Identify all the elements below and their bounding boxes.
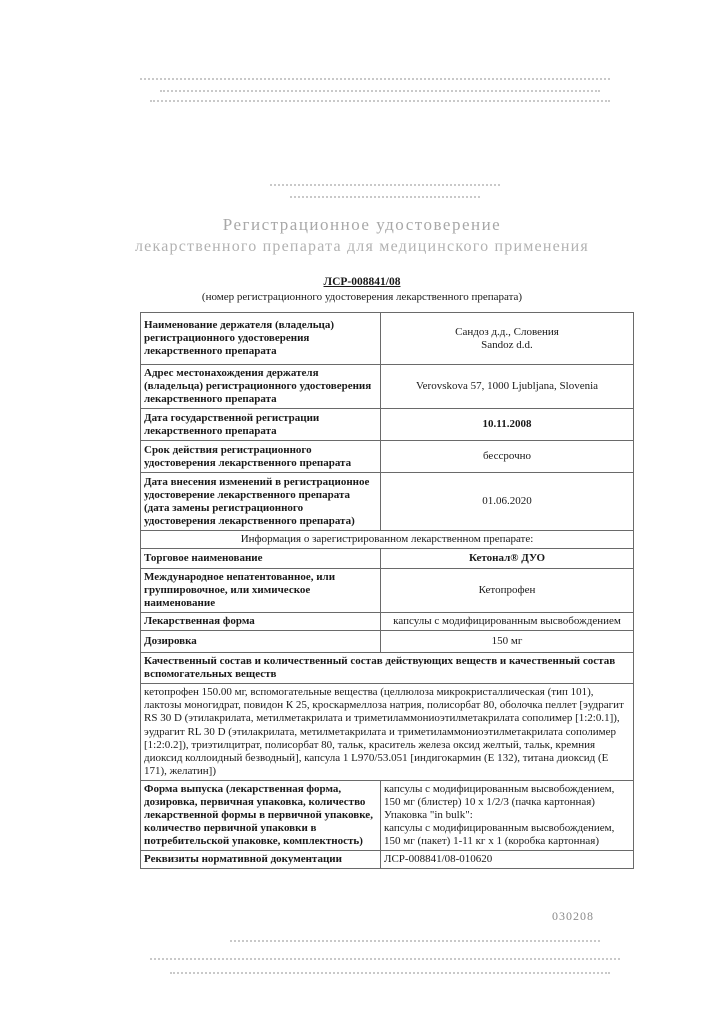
table-row [141, 313, 634, 365]
faded-header-line [160, 90, 600, 94]
release-form-label: Форма выпуска (лекарственная форма, дозировка, первичная упаковка, количество лекарственной формы в первичной упаковке, количество первичной упаковки в потребительской упаковке, комплектность) [141, 781, 381, 851]
table-row [141, 409, 634, 441]
trade-name-value: Кетонал® ДУО [381, 549, 634, 569]
reg-date-value: 10.11.2008 [381, 409, 634, 441]
table-row [141, 781, 634, 851]
table-row [141, 653, 634, 684]
table-row [141, 569, 634, 613]
faded-footer-line [230, 940, 600, 944]
holder-address-label: Адрес местонахождения держателя (владельца) регистрационного удостоверения лекарственного препарата [141, 365, 381, 409]
faded-subheader-line [270, 184, 500, 188]
faded-footer-line [170, 972, 610, 976]
release-form-line: капсулы с модифицированным высвобождением, 150 мг (пакет) 1-11 кг х 1 (коробка картонная) [384, 822, 615, 848]
composition-label: Качественный состав и количественный состав действующих веществ и качественный состав вспомогательных веществ [141, 653, 634, 684]
holder-address-value: Verovskova 57, 1000 Ljubljana, Slovenia [381, 365, 634, 409]
regulatory-docs-value: ЛСР-008841/08-010620 [381, 851, 634, 869]
table-row [141, 441, 634, 473]
holder-name-value [381, 313, 634, 365]
holder-name-label: Наименование держателя (владельца) регистрационного удостоверения лекарственного препарата [141, 313, 381, 365]
inn-label: Международное непатентованное, или группировочное, или химическое наименование [141, 569, 381, 613]
table-row [141, 631, 634, 653]
dosage-form-value: капсулы с модифицированным высвобождением [381, 613, 634, 631]
table-row [141, 531, 634, 549]
table-row [141, 473, 634, 531]
document-subtitle: лекарственного препарата для медицинского применения [135, 238, 589, 255]
faded-footer-line [150, 958, 620, 962]
registration-number-caption: (номер регистрационного удостоверения лекарственного препарата) [201, 291, 523, 303]
drug-info-header: Информация о зарегистрированном лекарственном препарате: [141, 531, 634, 549]
trade-name-label: Торговое наименование [141, 549, 381, 569]
release-form-value [381, 781, 634, 851]
dosage-label: Дозировка [141, 631, 381, 653]
changes-date-value: 01.06.2020 [381, 473, 634, 531]
composition-value: кетопрофен 150.00 мг, вспомогательные вещества (целлюлоза микрокристаллическая (тип 101), лактозы моногидрат, повидон К 25, кроскармеллоза натрия, полисорбат 80, оболочка пеллет [эудрагит RS 30 D (этилакрилата, метилметакрилата и триметиламмониоэтилметакрилата сополимер [1:2:0.1]), эудрагит RL 30 D (этилакрилата, метилметакрилата и триметиламмониоэтилметакрилата сополимер [1:2:0.2]), триэтилцитрат, полисорбат 80, тальк, краситель железа оксид желтый, тальк, кремния диоксид коллоидный безводный], капсула 1 L970/53.051 [индигокармин (Е 132), титана диоксид (Е 171), желатин]) [141, 684, 634, 781]
dosage-value: 150 мг [381, 631, 634, 653]
changes-date-label: Дата внесения изменений в регистрационное удостоверение лекарственного препарата (дата замены регистрационного удостоверения лекарственного препарата) [141, 473, 381, 531]
release-form-line: Упаковка "in bulk": [384, 809, 473, 822]
inn-value: Кетопрофен [381, 569, 634, 613]
faded-header-line [150, 100, 610, 104]
stamp-number: 030208 [552, 909, 594, 923]
validity-value: бессрочно [381, 441, 634, 473]
release-form-line: капсулы с модифицированным высвобождением, 150 мг (блистер) 10 х 1/2/3 (пачка картонная) [384, 783, 615, 809]
registration-number: ЛСР-008841/08 [323, 276, 401, 288]
table-row [141, 549, 634, 569]
document-title: Регистрационное удостоверение [222, 215, 502, 234]
holder-name-en: Sandoz d.d. [481, 338, 533, 351]
table-row [141, 684, 634, 781]
dosage-form-label: Лекарственная форма [141, 613, 381, 631]
registration-table [140, 312, 634, 869]
faded-subheader-line [290, 196, 480, 200]
table-row [141, 613, 634, 631]
table-row [141, 851, 634, 869]
reg-date-label: Дата государственной регистрации лекарственного препарата [141, 409, 381, 441]
validity-label: Срок действия регистрационного удостоверения лекарственного препарата [141, 441, 381, 473]
holder-name-ru: Сандоз д.д., Словения [455, 325, 559, 338]
regulatory-docs-label: Реквизиты нормативной документации [141, 851, 381, 869]
table-row [141, 365, 634, 409]
faded-header-line [140, 78, 610, 82]
